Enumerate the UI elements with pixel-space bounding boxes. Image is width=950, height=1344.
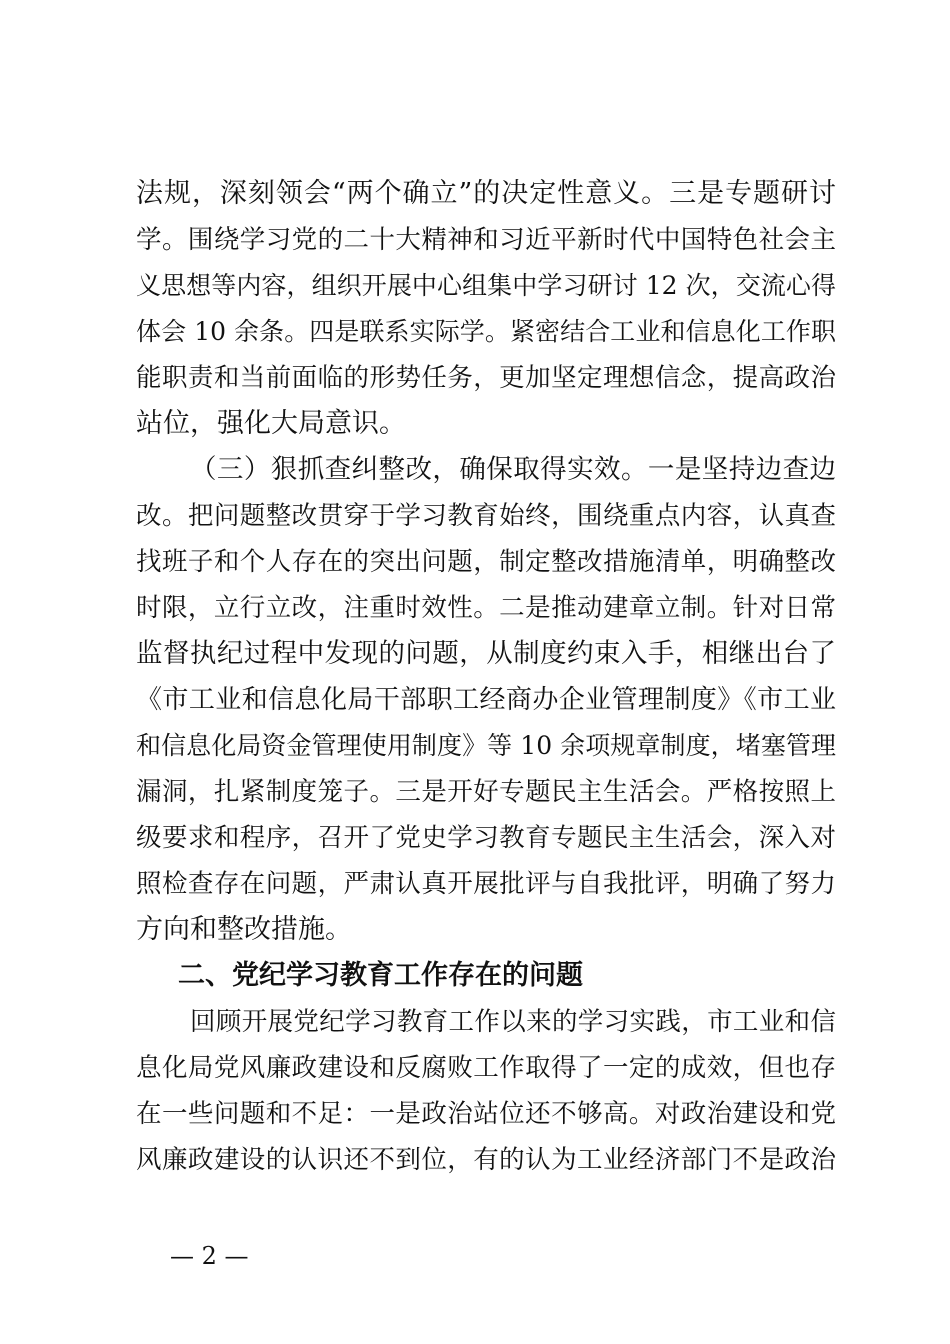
text-line: 息化局党风廉政建设和反腐败工作取得了一定的成效，但也存	[136, 1053, 836, 1083]
page-number: — 2 —	[170, 1242, 249, 1270]
paragraph-first-line: （三）狠抓查纠整改，确保取得实效。一是坚持边查边	[190, 454, 836, 485]
text-line: 学。围绕学习党的二十大精神和习近平新时代中国特色社会主	[136, 225, 836, 255]
text-line: 法规，深刻领会“两个确立”的决定性意义。三是专题研讨	[136, 178, 836, 209]
text-line: 监督执纪过程中发现的问题，从制度约束入手，相继出台了	[136, 638, 836, 669]
text-line: 时限，立行立改，注重时效性。二是推动建章立制。针对日常	[136, 593, 836, 623]
text-line: 和信息化局资金管理使用制度》等 10 余项规章制度，堵塞管理	[136, 731, 836, 760]
text-line: 改。把问题整改贯穿于学习教育始终，围绕重点内容，认真查	[136, 501, 836, 531]
text-line: 体会 10 余条。四是联系实际学。紧密结合工业和信息化工作职	[136, 317, 836, 346]
paragraph-first-line: 回顾开展党纪学习教育工作以来的学习实践，市工业和信	[190, 1007, 836, 1037]
text-line: 风廉政建设的认识还不到位，有的认为工业经济部门不是政治	[136, 1145, 836, 1175]
text-line: 义思想等内容，组织开展中心组集中学习研讨 12 次，交流心得	[136, 271, 836, 300]
text-line: 照检查存在问题，严肃认真开展批评与自我批评，明确了努力	[136, 869, 836, 899]
text-line: 在一些问题和不足：一是政治站位还不够高。对政治建设和党	[136, 1099, 836, 1129]
text-line: 能职责和当前面临的形势任务，更加坚定理想信念，提高政治	[136, 363, 836, 393]
text-line: 站位，强化大局意识。	[136, 408, 406, 439]
section-heading: 二、党纪学习教育工作存在的问题	[178, 960, 583, 991]
text-line: 找班子和个人存在的突出问题，制定整改措施清单，明确整改	[136, 547, 836, 577]
text-line: 《市工业和信息化局干部职工经商办企业管理制度》《市工业	[136, 685, 836, 715]
text-line: 方向和整改措施。	[136, 914, 352, 945]
text-line: 级要求和程序，召开了党史学习教育专题民主生活会，深入对	[136, 823, 836, 853]
text-line: 漏洞，扎紧制度笼子。三是开好专题民主生活会。严格按照上	[136, 777, 836, 807]
